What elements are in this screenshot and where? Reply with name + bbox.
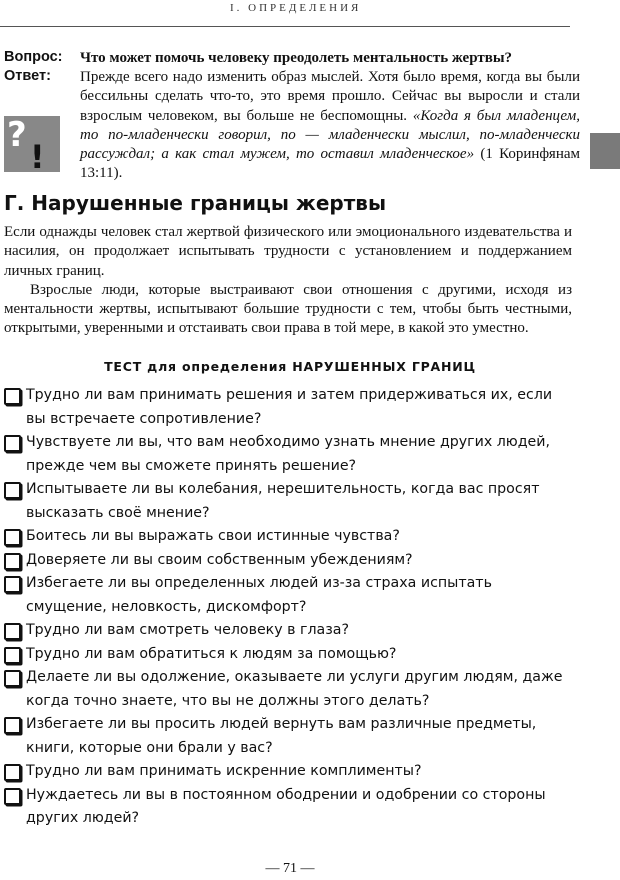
body-paragraph-1: Если однажды человек стал жертвой физического или эмоционального издевательства и насилия, он продолжает испытывать трудности с установлением и поддержанием личных границ. xyxy=(4,224,572,279)
checkbox-icon[interactable] xyxy=(4,529,21,546)
checklist-item-text: Испытываете ли вы колебания, нерешительность, когда вас просят высказать своё мнение? xyxy=(26,481,540,521)
checklist-item xyxy=(4,478,572,525)
checkbox-icon[interactable] xyxy=(4,388,21,405)
checklist-item-text: Боитесь ли вы выражать свои истинные чувства? xyxy=(26,528,400,544)
page-number: — 71 — xyxy=(265,861,315,876)
test-heading: ТЕСТ для определения НАРУШЕННЫХ ГРАНИЦ xyxy=(104,359,476,374)
checkbox-icon[interactable] xyxy=(4,670,21,687)
checklist-item-text: Доверяете ли вы своим собственным убеждениям? xyxy=(26,551,413,568)
question-label: Вопрос: xyxy=(4,49,63,65)
checkbox-icon[interactable] xyxy=(4,647,21,664)
svg-text:?: ? xyxy=(7,116,27,156)
checklist-item-text: Избегаете ли вы просить людей вернуть вам различные предметы, книги, которые они брали у вас? xyxy=(26,716,537,756)
answer-reference: (1 Коринфянам 13:11). xyxy=(80,146,581,182)
checkbox-icon[interactable] xyxy=(4,482,21,499)
svg-text:!: ! xyxy=(30,138,45,173)
checklist-item xyxy=(4,431,572,478)
running-title: I. ОПРЕДЕЛЕНИЯ xyxy=(230,2,362,14)
checkbox-icon[interactable] xyxy=(4,717,21,734)
checklist-item-text: Нуждаетесь ли вы в постоянном ободрении и одобрении со стороны других людей? xyxy=(26,786,546,826)
question-row xyxy=(4,49,580,68)
checklist-item-text: Трудно ли вам принимать решения и затем придерживаться их, если вы встречаете сопротивление? xyxy=(26,387,553,427)
checklist-item xyxy=(4,384,572,431)
question-answer-block xyxy=(4,49,580,183)
checkbox-icon[interactable] xyxy=(4,435,21,452)
checkbox-icon[interactable] xyxy=(4,623,21,640)
checklist-item xyxy=(4,643,572,667)
checklist-item xyxy=(4,760,572,784)
answer-quote: «Когда я был младенцем, то по-младенчески говорил, по — младенчески мыслил, по-младенчески рассуждал; а как стал мужем, то оставил младенческое» xyxy=(80,107,580,163)
checklist-item-text: Трудно ли вам смотреть человеку в глаза? xyxy=(26,622,350,638)
answer-label: Ответ: xyxy=(4,68,51,85)
section-heading: Г. Нарушенные границы жертвы xyxy=(4,191,387,215)
answer-plain: Прежде всего надо изменить образ мыслей. Хотя было время, когда вы были бессильны сделать что-то, это время прошло. Сейчас вы выросли и стали взрослым человеком, вы больше не беспомощны. xyxy=(80,69,580,124)
checkbox-icon[interactable] xyxy=(4,553,21,570)
checklist-item xyxy=(4,549,572,573)
checklist-item-text: Трудно ли вам обратиться к людям за помощью? xyxy=(26,645,397,662)
checkbox-icon[interactable] xyxy=(4,764,21,781)
checkbox-icon[interactable] xyxy=(4,576,21,593)
checklist-item xyxy=(4,619,572,643)
checklist-item xyxy=(4,572,572,619)
test-checklist xyxy=(4,384,572,831)
checkbox-icon[interactable] xyxy=(4,788,21,805)
checklist-item xyxy=(4,713,572,760)
section-tab-marker xyxy=(590,133,620,169)
checklist-item xyxy=(4,784,572,831)
checklist-item xyxy=(4,525,572,549)
running-header xyxy=(0,0,570,27)
answer-text xyxy=(80,68,580,183)
question-exclamation-icon xyxy=(4,116,60,172)
checklist-item-text: Делаете ли вы одолжение, оказываете ли услуги другим людям, даже когда точно знаете, что вы не должны этого делать? xyxy=(26,669,563,709)
checklist-item xyxy=(4,666,572,713)
question-text: Что может помочь человеку преодолеть ментальность жертвы? xyxy=(80,50,513,66)
checklist-item-text: Чувствуете ли вы, что вам необходимо узнать мнение других людей, прежде чем вы сможете принять решение? xyxy=(26,434,551,474)
body-paragraph-2: Взрослые люди, которые выстраивают свои отношения с другими, исходя из ментальности жертвы, испытывают большие трудности с тем, чтобы быть честными, открытыми, уверенными и отстаивать свои права в той мере, в какой это уместно. xyxy=(4,281,572,337)
section-body xyxy=(4,223,572,339)
answer-row xyxy=(4,68,580,183)
checklist-item-text: Трудно ли вам принимать искренние комплименты? xyxy=(26,763,422,779)
checklist-item-text: Избегаете ли вы определенных людей из-за страха испытать смущение, неловкость, дискомфорт? xyxy=(26,575,492,615)
